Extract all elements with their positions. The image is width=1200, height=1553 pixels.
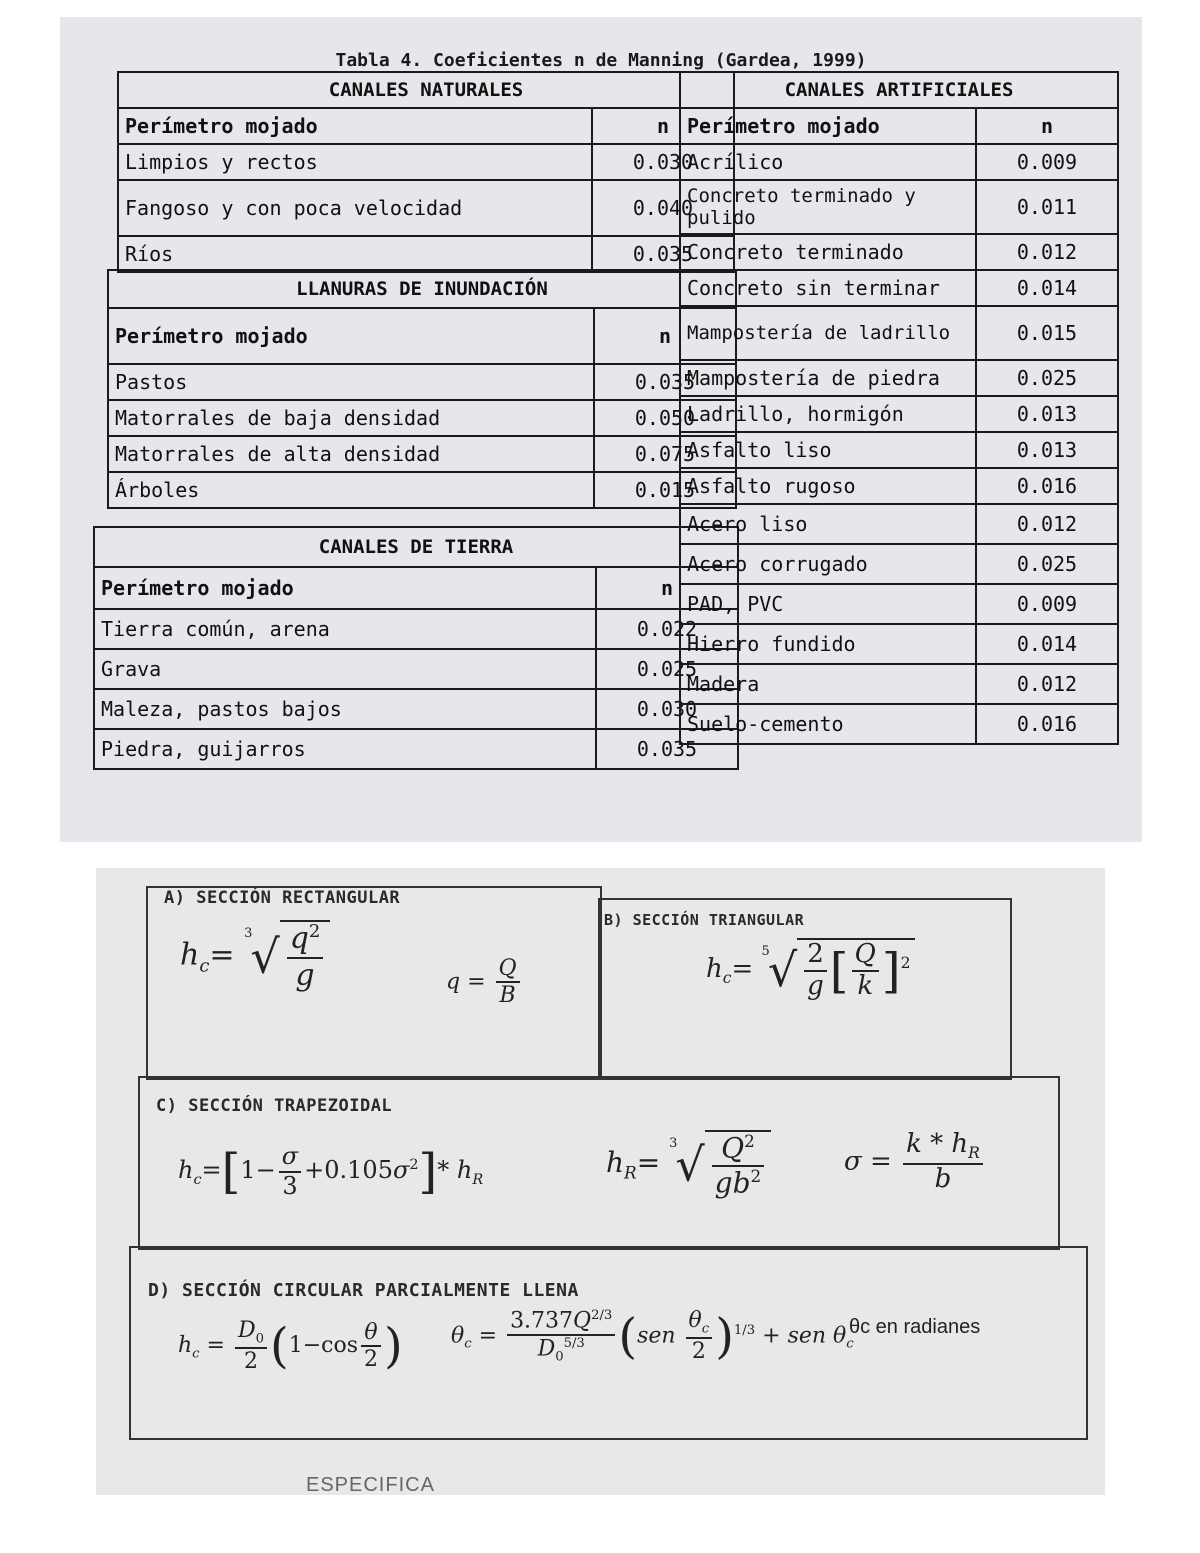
table-row: [680, 144, 1118, 180]
row-label: Acero liso: [680, 504, 976, 544]
table-row: [94, 609, 738, 649]
row-label: Acero corrugado: [680, 544, 976, 584]
row-label: Matorrales de baja densidad: [108, 400, 594, 436]
floodplains-col-perimeter: Perímetro mojado: [108, 308, 594, 364]
artificial-col-perimeter: Perímetro mojado: [680, 108, 976, 144]
row-label: Maleza, pastos bajos: [94, 689, 596, 729]
formula-tri-hc: $h_c= ^5√$ $\frac{2}{g}$ [ $\frac{Q}{k}$ ]$^2$: [706, 938, 915, 1002]
table-row: [108, 436, 736, 472]
row-n: 0.035: [594, 364, 736, 400]
table-row: [680, 270, 1118, 306]
row-label: Hierro fundido: [680, 624, 976, 664]
row-n: 0.013: [976, 396, 1118, 432]
row-n: 0.030: [592, 144, 734, 180]
row-label: Ladrillo, hormigón: [680, 396, 976, 432]
row-label: Grava: [94, 649, 596, 689]
row-label: PAD, PVC: [680, 584, 976, 624]
formula-rect-q: q = $\frac{Q}{B}$: [446, 956, 523, 1009]
label-circular: D) SECCIÓN CIRCULAR PARCIALMENTE LLENA: [148, 1280, 579, 1301]
row-n: 0.035: [592, 236, 734, 272]
row-label: Árboles: [108, 472, 594, 508]
row-n: 0.030: [596, 689, 738, 729]
row-n: 0.014: [976, 270, 1118, 306]
row-label: Mampostería de piedra: [680, 360, 976, 396]
row-n: 0.012: [976, 234, 1118, 270]
row-n: 0.011: [976, 180, 1118, 234]
artificial-col-n: n: [976, 108, 1118, 144]
table-row: [118, 236, 734, 272]
table-row: [680, 584, 1118, 624]
row-n: 0.025: [976, 360, 1118, 396]
row-n: 0.014: [976, 624, 1118, 664]
row-label: Acrílico: [680, 144, 976, 180]
row-label: Asfalto liso: [680, 432, 976, 468]
label-triangular: B) SECCIÓN TRIANGULAR: [604, 911, 805, 929]
row-n: 0.035: [596, 729, 738, 769]
table-row: [680, 432, 1118, 468]
manning-table-photo: [60, 17, 1142, 842]
row-n: 0.025: [596, 649, 738, 689]
table-row: [94, 689, 738, 729]
row-label: Madera: [680, 664, 976, 704]
table-row: [680, 544, 1118, 584]
row-label: Asfalto rugoso: [680, 468, 976, 504]
row-n: 0.040: [592, 180, 734, 236]
earth-col-n: n: [596, 567, 738, 609]
table-row: [680, 234, 1118, 270]
row-n: 0.022: [596, 609, 738, 649]
earth-channels-table: [93, 526, 739, 770]
table-row: [680, 360, 1118, 396]
table-row: [680, 624, 1118, 664]
row-label: Matorrales de alta densidad: [108, 436, 594, 472]
row-n: 0.025: [976, 544, 1118, 584]
table-row: [94, 649, 738, 689]
label-rectangular: A) SECCIÓN RECTANGULAR: [164, 888, 401, 908]
row-label: Limpios y rectos: [118, 144, 592, 180]
row-label: Mampostería de ladrillo: [680, 306, 976, 360]
row-n: 0.009: [976, 584, 1118, 624]
table-row: [680, 664, 1118, 704]
natural-col-perimeter: Perímetro mojado: [118, 108, 592, 144]
table-row: [118, 180, 734, 236]
formula-trap-hc: $h_c=[1-$ $\frac{\sigma}{3}$ $+0.105\sigma^2]*$ $h_R$: [178, 1142, 484, 1200]
table-row: [680, 396, 1118, 432]
table-row: [680, 504, 1118, 544]
row-n: 0.012: [976, 664, 1118, 704]
earth-heading: CANALES DE TIERRA: [94, 527, 738, 567]
theta-note: θc en radianes: [849, 1316, 981, 1338]
label-trapezoidal: C) SECCIÓN TRAPEZOIDAL: [156, 1096, 393, 1116]
row-n: 0.009: [976, 144, 1118, 180]
row-label: Fangoso y con poca velocidad: [118, 180, 592, 236]
row-label: Concreto terminado: [680, 234, 976, 270]
floodplains-heading: LLANURAS DE INUNDACIÓN: [108, 270, 736, 308]
row-n: 0.075: [594, 436, 736, 472]
row-n: 0.016: [976, 468, 1118, 504]
artificial-channels-table: [679, 71, 1119, 745]
row-label: Suelo-cemento: [680, 704, 976, 744]
formula-circ-theta: $\theta_c$ = $\frac{3.737Q^{2/3}}{D_0^{5/3}}$ (sen $\frac{\theta_c}{2}$ )$^{1/3}$ + sen $\theta_c$: [451, 1308, 854, 1365]
row-n: 0.016: [976, 704, 1118, 744]
formula-circ-hc: $h_c$ = $\frac{D_0}{2}$ (1−cos $\frac{\theta}{2}$ ): [178, 1317, 403, 1374]
formula-trap-sigma: σ = $\frac{k * h_R}{b}$: [844, 1130, 986, 1195]
natural-channels-table: [117, 71, 735, 273]
table-row: [118, 144, 734, 180]
table-row: [94, 729, 738, 769]
table-row: [680, 468, 1118, 504]
table-row: [108, 472, 736, 508]
row-n: 0.013: [976, 432, 1118, 468]
row-n: 0.015: [594, 472, 736, 508]
floodplains-col-n: n: [594, 308, 736, 364]
handwritten-note: ESPECIFICA: [306, 1474, 435, 1495]
row-n: 0.015: [976, 306, 1118, 360]
row-label: Concreto sin terminar: [680, 270, 976, 306]
row-n: 0.012: [976, 504, 1118, 544]
table-row: [108, 400, 736, 436]
natural-heading: CANALES NATURALES: [118, 72, 734, 108]
row-label: Ríos: [118, 236, 592, 272]
table-row: [680, 306, 1118, 360]
formula-rect-hc: $h_c= ^3√$ $\frac{q^2}{g}$: [180, 920, 330, 993]
formulas-photo: [96, 868, 1105, 1495]
artificial-heading: CANALES ARTIFICIALES: [680, 72, 1118, 108]
floodplains-table: [107, 269, 737, 509]
table-row: [680, 180, 1118, 234]
row-label: Piedra, guijarros: [94, 729, 596, 769]
table-row: [680, 704, 1118, 744]
row-n: 0.050: [594, 400, 736, 436]
table-row: [108, 364, 736, 400]
formula-trap-hr: $h_R= ^3√$ $\frac{Q^2}{gb^2}$: [606, 1130, 771, 1199]
row-label: Pastos: [108, 364, 594, 400]
table-title: Tabla 4. Coeficientes n de Manning (Gardea, 1999): [335, 50, 867, 71]
row-label: Tierra común, arena: [94, 609, 596, 649]
row-label: Concreto terminado y pulido: [680, 180, 976, 234]
natural-col-n: n: [592, 108, 734, 144]
earth-col-perimeter: Perímetro mojado: [94, 567, 596, 609]
